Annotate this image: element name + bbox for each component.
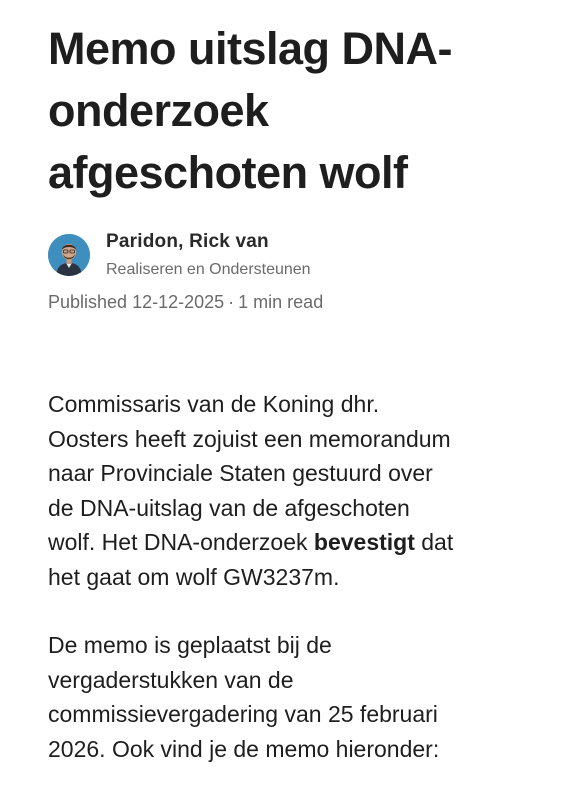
paragraph xyxy=(48,628,548,766)
author-name[interactable]: Paridon, Rick van xyxy=(106,231,269,252)
body-line: naar Provinciale Staten gestuurd over xyxy=(48,460,433,486)
read-time: 1 min read xyxy=(238,292,324,312)
author-role: Realiseren en Ondersteunen xyxy=(106,261,311,278)
bold-text: bevestigt xyxy=(313,529,415,555)
title-line: afgeschoten wolf xyxy=(48,147,408,198)
article-body xyxy=(48,387,548,766)
person-avatar-icon xyxy=(48,234,90,276)
publish-meta xyxy=(48,291,558,313)
body-line: het gaat om wolf GW3237m. xyxy=(48,563,340,590)
author-avatar[interactable] xyxy=(48,234,90,276)
article-title xyxy=(48,18,558,204)
body-line: Commissaris van de Koning dhr. xyxy=(48,391,380,417)
published-label: Published xyxy=(48,292,128,312)
body-line: Oosters heeft zojuist een memorandum xyxy=(48,425,451,452)
meta-separator: · xyxy=(228,292,235,312)
body-line: vergaderstukken van de xyxy=(48,666,294,693)
body-line: De memo is geplaatst bij de xyxy=(48,632,332,658)
title-line: Memo uitslag DNA- xyxy=(48,23,453,74)
body-line: commissievergadering van 25 februari xyxy=(48,701,438,727)
paragraph xyxy=(48,387,548,594)
body-line: de DNA-uitslag van de afgeschoten xyxy=(48,494,410,521)
article xyxy=(48,18,558,800)
body-line: 2026. Ook vind je de memo hieronder: xyxy=(48,735,440,762)
body-text: dat xyxy=(414,529,454,555)
body-line xyxy=(48,525,548,560)
body-text: wolf. Het DNA-onderzoek xyxy=(48,529,314,555)
published-date: 12-12-2025 xyxy=(132,292,225,312)
title-line: onderzoek xyxy=(48,85,269,136)
author-block xyxy=(48,230,558,282)
